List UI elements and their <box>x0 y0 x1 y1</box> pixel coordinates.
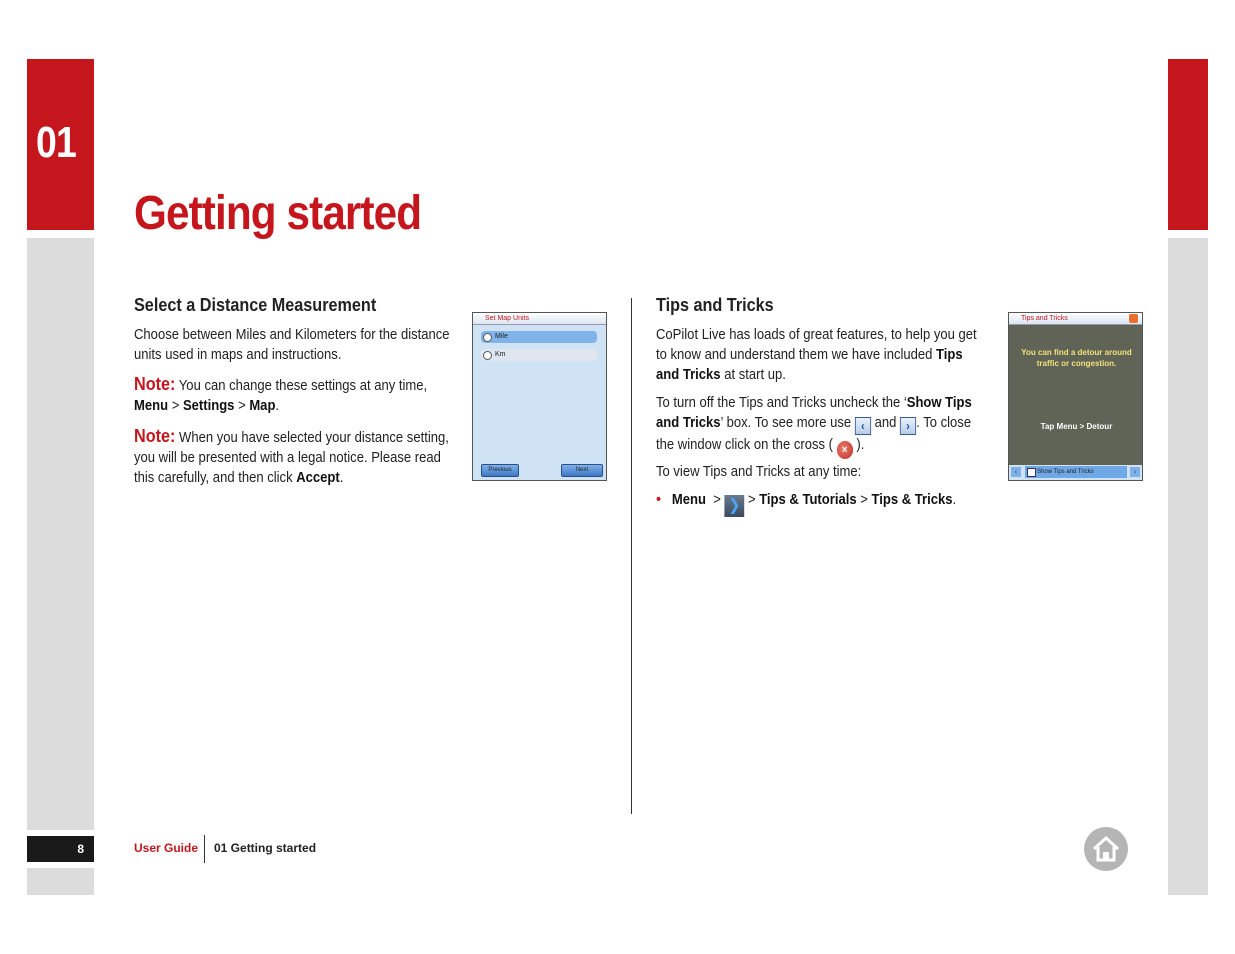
previous-button: Previous <box>481 464 519 477</box>
option-label: Mile <box>495 333 508 340</box>
note-1 <box>134 374 496 416</box>
menu-link: Menu <box>134 398 169 414</box>
separator: > <box>747 492 756 508</box>
separator: > <box>238 398 246 414</box>
left-margin-bar <box>27 238 94 830</box>
show-tips-checkbox-row <box>1025 466 1127 478</box>
footer-section: 01 Getting started <box>214 841 317 855</box>
tips-text-end: at start up. <box>724 367 786 383</box>
right-margin-bar <box>1168 238 1208 895</box>
bullet-icon: • <box>656 491 662 508</box>
set-map-units-screenshot <box>472 312 607 481</box>
tips-text: To view Tips and Tricks at any time: <box>656 464 862 480</box>
screenshot-titlebar <box>1009 313 1142 325</box>
separator: > <box>860 492 868 508</box>
chevron-left-icon: ‹ <box>1011 467 1021 477</box>
chevron-right-icon: › <box>1130 467 1140 477</box>
tips-text: and <box>874 415 897 431</box>
page-title: Getting started <box>134 187 422 240</box>
note-label: Note: <box>134 426 176 446</box>
close-icon: × <box>837 441 853 459</box>
tips-tutorials-word: Tips & Tutorials <box>759 492 857 508</box>
tips-bullet <box>656 488 1056 517</box>
show-tips-bold: Show Tips and Tricks <box>656 395 972 431</box>
tip-message: You can find a detour around traffic or congestion. <box>1021 348 1132 368</box>
screenshot-titlebar <box>473 313 606 325</box>
chevron-left-icon: ‹ <box>855 417 871 435</box>
tips-text: . To close the window click on the cross ( <box>656 415 972 453</box>
note-2 <box>134 426 496 488</box>
page-number: 8 <box>27 836 94 862</box>
screenshot-title: Set Map Units <box>485 315 529 322</box>
distance-intro-wrap <box>134 325 496 365</box>
option-label: Km <box>495 351 506 358</box>
distance-heading-wrap <box>134 295 403 316</box>
tips-para-3 <box>656 462 1024 482</box>
tips-text: ). <box>856 437 865 453</box>
section-heading-tips: Tips and Tricks <box>656 295 774 315</box>
checkbox-icon <box>1027 468 1036 477</box>
chevron-right-icon: › <box>900 417 916 435</box>
period: . <box>339 470 344 486</box>
more-icon: ❯ <box>725 495 745 517</box>
screenshot-title: Tips and Tricks <box>1021 315 1068 322</box>
settings-link: Settings <box>182 398 235 414</box>
radio-icon <box>483 351 492 360</box>
next-button: Next <box>561 464 603 477</box>
section-heading-distance: Select a Distance Measurement <box>134 295 377 315</box>
accept-word: Accept <box>296 470 340 486</box>
tips-and-tricks-screenshot <box>1008 312 1143 481</box>
footer-guide: User Guide <box>134 841 199 855</box>
footer-divider <box>204 835 205 863</box>
screenshot-bottom-bar <box>1009 465 1142 480</box>
right-red-bar <box>1168 59 1208 230</box>
separator: > <box>171 398 180 414</box>
map-link: Map <box>249 398 276 414</box>
menu-word: Menu <box>671 492 707 508</box>
close-icon <box>1129 314 1138 323</box>
tips-heading-wrap <box>656 295 787 316</box>
note-text: When you have selected your distance setting, you will be presented with a legal notice. Please read this carefully, and then click <box>134 430 449 486</box>
radio-selected-icon <box>483 333 492 342</box>
column-divider <box>631 298 632 814</box>
chapter-number: 01 <box>36 118 76 167</box>
option-mile <box>481 331 597 343</box>
period: . <box>952 492 957 508</box>
separator: > <box>713 492 721 508</box>
tips-tricks-word: Tips & Tricks <box>871 492 953 508</box>
option-km <box>481 349 597 361</box>
tips-para-1 <box>656 325 1024 385</box>
note-label: Note: <box>134 374 176 394</box>
left-margin-bar-bottom <box>27 868 94 895</box>
tips-text: To turn off the Tips and Tricks uncheck the ‘ <box>656 395 907 411</box>
distance-intro: Choose between Miles and Kilometers for the distance units used in maps and instructions. <box>134 327 450 363</box>
tips-bold: Tips and Tricks <box>656 347 963 383</box>
tips-text: ’ box. To see more use <box>720 415 852 431</box>
tips-text: CoPilot Live has loads of great features, to help you get to know and understand them we have included <box>656 327 977 363</box>
home-icon[interactable] <box>1084 827 1128 871</box>
tips-para-2 <box>656 393 1024 459</box>
tip-instruction: Tap Menu > Detour <box>1040 422 1113 431</box>
note-text: You can change these settings at any time, <box>178 378 428 394</box>
checkbox-label: Show Tips and Tricks <box>1037 469 1094 475</box>
period: . <box>275 398 280 414</box>
